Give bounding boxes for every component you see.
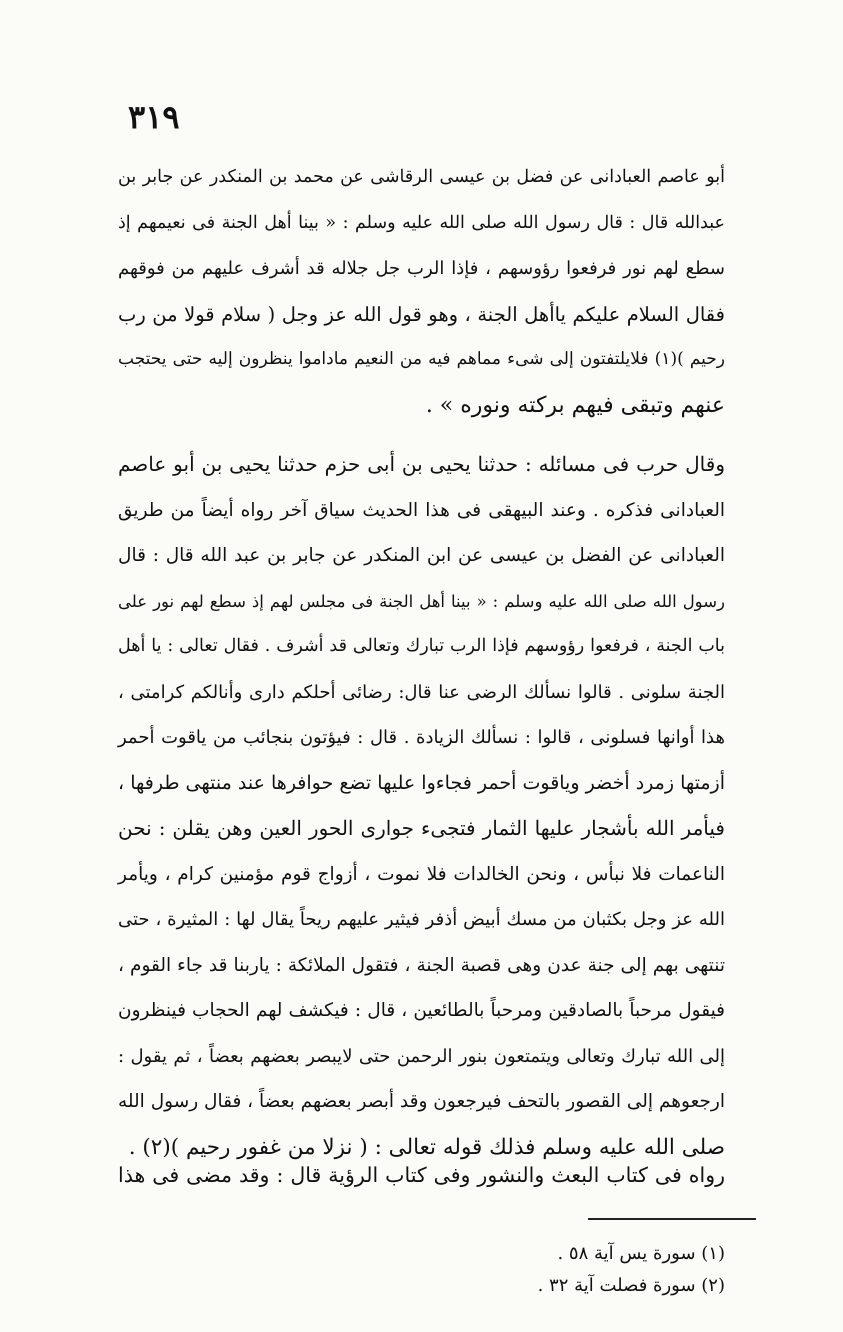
text-line: إلى الله تبارك وتعالى ويتمتعون بنور الرحمن حتى لايبصر بعضهم بعضاً ، ثم يقول : — [118, 1045, 725, 1067]
footnotes — [325, 1238, 725, 1302]
text-line: صلى الله عليه وسلم فذلك قوله تعالى : ( نزلا من غفور رحيم )(٢) . — [128, 1134, 725, 1160]
text-line: الجنة سلونى . قالوا نسألك الرضى عنا قال: رضائى أحلكم دارى وأنالكم كرامتى ، — [118, 681, 725, 703]
text-line: ارجعوهم إلى القصور بالتحف فيرجعون وقد أبصر بعضهم بعضاً ، فقال رسول الله — [118, 1091, 725, 1112]
text-line: رواه فى كتاب البعث والنشور وفى كتاب الرؤية قال : وقد مضى فى هذا — [118, 1163, 725, 1187]
text-line: أبو عاصم العبادانى عن فضل بن عيسى الرقاشى عن محمد بن المنكدر عن جابر بن — [118, 167, 725, 187]
footnote-separator — [588, 1218, 756, 1220]
footnote-1: (١) سورة يس آية ٥٨ . — [557, 1243, 725, 1264]
text-line: فيقول مرحباً بالصادقين ومرحباً بالطائعين ، قال : فيكشف لهم الحجاب فينظرون — [118, 1000, 725, 1021]
text-line: العبادانى فذكره . وعند البيهقى فى هذا الحديث سياق آخر رواه أيضاً من طريق — [118, 499, 725, 521]
paragraph-3 — [118, 1153, 725, 1199]
page-number: ٣١٩ — [128, 98, 180, 136]
text-line: أزمتها زمرد أخضر وياقوت أحمر فجاءوا عليها تضع حوافرها عند منتهى طرفها ، — [118, 771, 725, 794]
text-line: رسول الله صلى الله عليه وسلم : « بينا أهل الجنة فى مجلس لهم إذ سطع لهم نور على — [118, 591, 725, 611]
paragraph-2 — [118, 442, 725, 1170]
text-line: هذا أوانها فسلونى ، قالوا : نسألك الزيادة . قال : فيؤتون بنجائب من ياقوت أحمر — [118, 727, 725, 748]
text-line: رحيم )(١) فلايلتفتون إلى شىء مماهم فيه من النعيم ماداموا ينظرون إليه حتى يحتجب — [118, 349, 725, 369]
text-line: الله عز وجل بكثبان من مسك أبيض أذفر فيثير عليهم ريحاً يقال لها : المثيرة ، حتى — [118, 909, 725, 930]
text-line: سطع لهم نور فرفعوا رؤوسهم ، فإذا الرب جل جلاله قد أشرف عليهم من فوقهم — [118, 258, 725, 279]
text-line: العبادانى عن الفضل بن عيسى عن ابن المنكدر عن جابر بن عبد الله قال : قال — [118, 545, 725, 566]
text-line: باب الجنة ، فرفعوا رؤوسهم فإذا الرب تبارك وتعالى قد أشرف . فقال تعالى : يا أهل — [118, 636, 725, 656]
text-line: فيأمر الله بأشجار عليها الثمار فتجىء جوارى الحور العين وهن يقلن : نحن — [118, 816, 725, 840]
text-line: عبدالله قال : قال رسول الله صلى الله عليه وسلم : « بينا أهل الجنة فى نعيمهم إذ — [118, 212, 725, 233]
text-line: وقال حرب فى مسائله : حدثنا يحيى بن أبى حزم حدثنا يحيى بن أبو عاصم — [118, 452, 725, 476]
text-line: تنتهى بهم إلى جنة عدن وهى قصبة الجنة ، فتقول الملائكة : ياربنا قد جاء القوم ، — [118, 954, 725, 976]
paragraph-1 — [118, 155, 725, 428]
text-line: الناعمات فلا نبأس ، ونحن الخالدات فلا نموت ، أزواج قوم مؤمنين كرام ، ويأمر — [118, 863, 725, 885]
text-line: فقال السلام عليكم ياأهل الجنة ، وهو قول الله عز وجل ( سلام قولا من رب — [118, 302, 725, 326]
text-line: عنهم وتبقى فيهم بركته ونوره » . — [425, 392, 725, 418]
footnote-2: (٢) سورة فصلت آية ٣٢ . — [537, 1275, 725, 1296]
